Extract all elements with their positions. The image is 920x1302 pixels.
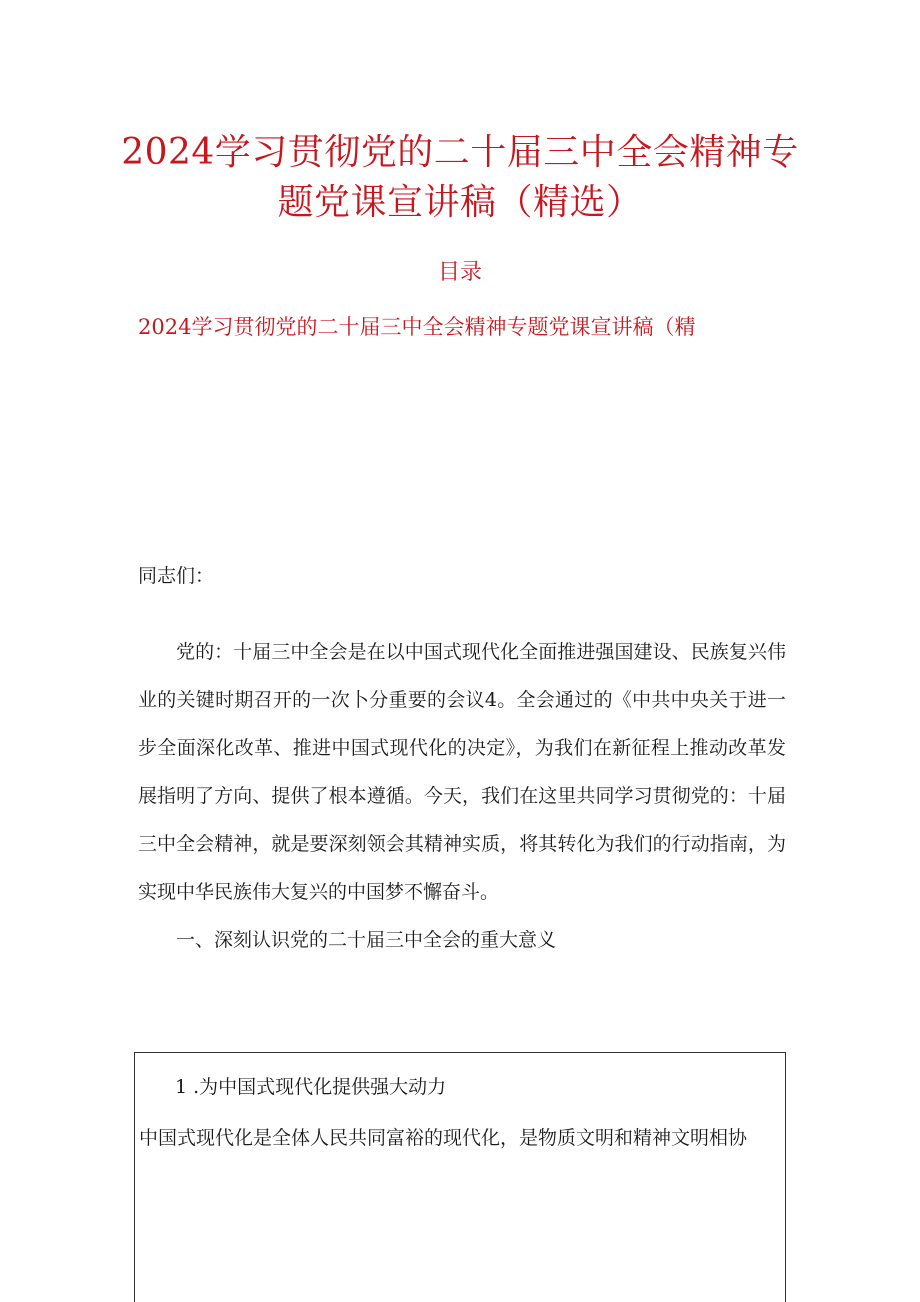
title-line-1: 2024学习贯彻党的二十届三中全会精神专	[121, 132, 799, 173]
content-box	[134, 1052, 786, 1302]
section-heading-1: 一、深刻认识党的二十届三中全会的重大意义	[176, 929, 557, 951]
subsection-heading-1: 1 .为中国式现代化提供强大动力	[175, 1076, 447, 1098]
intro-paragraph: 党的：十届三中全会是在以中国式现代化全面推进强国建设、民族复兴伟业的关键时期召开的一次卜分重要的会议4。全会通过的《中共中央关于进一步全面深化改革、推进中国式现代化的决定》，为我们在新征程上推动改革发展指明了方向、提供了根本遵循。今天，我们在这里共同学习贯彻党的：十届三中全会精神，就是要深刻领会其精神实质，将其转化为我们的行动指南，为实现中华民族伟大复兴的中国梦不懈奋斗。	[138, 641, 786, 903]
document-title	[80, 128, 840, 228]
toc-item-1[interactable]: 2024学习贯彻党的二十届三中全会精神专题党课宣讲稿（精	[138, 315, 696, 339]
greeting: 同志们：	[138, 565, 215, 587]
subsection-text: 中国式现代化是全体人民共同富裕的现代化，是物质文明和精神文明相协	[139, 1127, 748, 1149]
title-line-2: 题党课宣讲稿（精选）	[277, 182, 643, 223]
toc-heading: 目录	[437, 260, 482, 285]
